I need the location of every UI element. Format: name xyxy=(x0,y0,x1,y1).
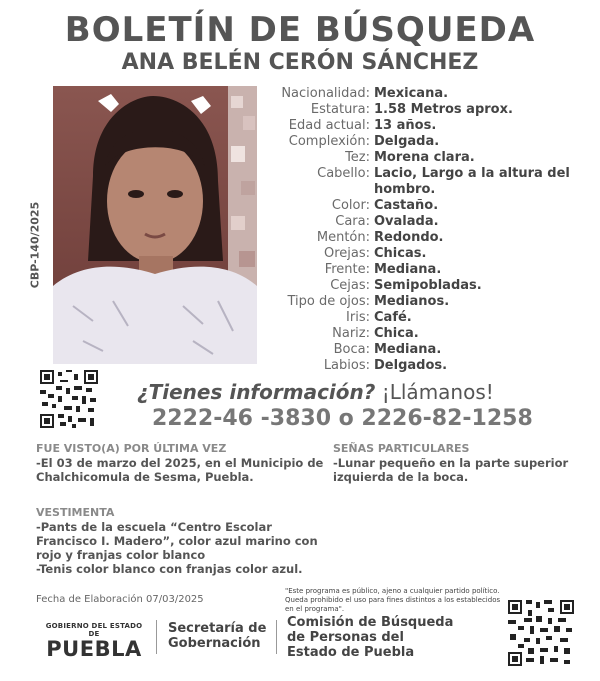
footer-divider xyxy=(276,620,277,654)
desc-row-hair: Cabello: Lacio, Largo a la altura del hombro. xyxy=(317,166,570,197)
desc-row-eye-type: Tipo de ojos: Medianos. xyxy=(287,294,450,309)
case-code-text: CBP-140/2025 xyxy=(28,201,42,289)
legal-disclaimer: "Este programa es público, ajeno a cualquier partido político. Queda prohibido el uso para fines distintos a los establecidos en el programa". xyxy=(285,587,501,613)
gob-logo-small: GOBIERNO DEL ESTADO DE xyxy=(45,622,143,638)
desc-row-eyebrows: Cejas: Semipobladas. xyxy=(330,278,482,293)
physical-description xyxy=(262,86,592,374)
puebla-government-logo xyxy=(44,622,144,660)
clothing-line-2: Francisco I. Madero”, color azul marino con xyxy=(36,534,318,548)
qr-code-icon[interactable] xyxy=(508,600,574,666)
gob-logo-big: PUEBLA xyxy=(46,637,142,661)
desc-row-nose: Nariz: Chica. xyxy=(332,326,419,341)
clothing-line-3: rojo y franjas color blanco xyxy=(36,548,206,562)
last-seen-text-1: -El 03 de marzo del 2025, en el Municipio de xyxy=(36,456,324,470)
secretaria-gobernacion: Secretaría de Gobernación xyxy=(168,621,267,651)
desc-row-ears: Orejas: Chicas. xyxy=(323,246,427,261)
desc-row-chin: Mentón: Redondo. xyxy=(316,230,444,245)
clothing-line-4: -Tenis color blanco con franjas color azul. xyxy=(36,562,303,576)
bulletin-title: BOLETÍN DE BÚSQUEDA xyxy=(64,10,536,50)
comision-busqueda: Comisión de Búsqueda de Personas del Estado de Puebla xyxy=(287,615,454,660)
contact-question: ¿Tienes información? xyxy=(137,380,376,404)
last-seen-text-2: Chalchicomula de Sesma, Puebla. xyxy=(36,470,254,484)
features-title: SEÑAS PARTICULARES xyxy=(333,442,470,455)
case-code xyxy=(23,190,47,300)
desc-row-forehead: Frente: Mediana. xyxy=(324,262,442,277)
desc-row-height: Estatura: 1.58 Metros aprox. xyxy=(310,102,513,117)
desc-row-lips: Labios: Delgados. xyxy=(323,358,448,373)
desc-row-age: Edad actual: 13 años. xyxy=(288,118,437,133)
desc-row-nationality: Nacionalidad: Mexicana. xyxy=(281,86,449,101)
clothing-title: VESTIMENTA xyxy=(36,506,115,519)
desc-row-iris: Iris: Café. xyxy=(346,310,412,325)
desc-row-mouth: Boca: Mediana. xyxy=(333,342,442,357)
missing-person-photo xyxy=(53,86,257,364)
last-seen-title: FUE VISTO(A) POR ÚLTIMA VEZ xyxy=(36,442,227,455)
desc-row-complexion: Tez: Morena clara. xyxy=(345,150,475,165)
contact-phones[interactable]: 2222-46 -3830 o 2226-82-1258 xyxy=(152,406,533,431)
missing-person-name: ANA BELÉN CERÓN SÁNCHEZ xyxy=(121,50,479,75)
contact-prompt xyxy=(137,380,494,404)
desc-row-face: Cara: Ovalada. xyxy=(335,214,439,229)
desc-row-build: Complexión: Delgada. xyxy=(288,134,440,149)
contact-call: ¡Llámanos! xyxy=(375,380,494,404)
elaboration-date: Fecha de Elaboración 07/03/2025 xyxy=(36,594,204,605)
features-text-2: izquierda de la boca. xyxy=(333,470,469,484)
desc-row-hair-color: Color: Castaño. xyxy=(331,198,439,213)
footer-divider xyxy=(156,620,157,654)
clothing-line-1: -Pants de la escuela “Centro Escolar xyxy=(36,520,272,534)
features-text-1: -Lunar pequeño en la parte superior xyxy=(333,456,569,470)
qr-code-icon[interactable] xyxy=(40,370,98,428)
